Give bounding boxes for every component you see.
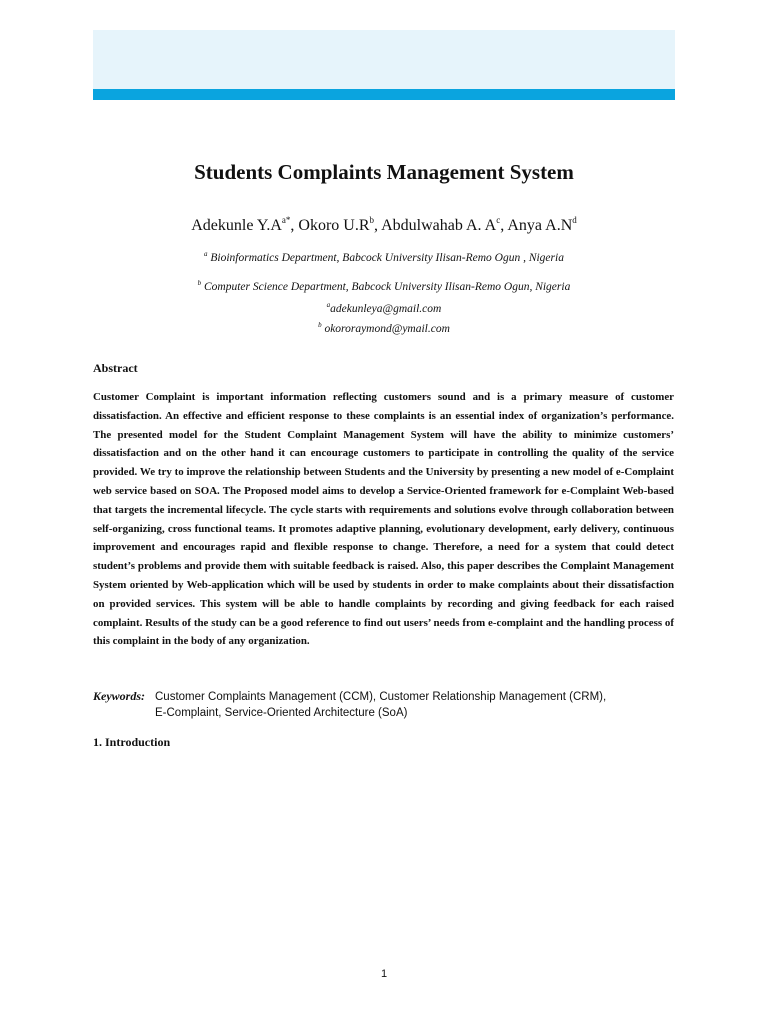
author-mark: d bbox=[572, 215, 577, 225]
abstract-heading: Abstract bbox=[93, 361, 138, 375]
author-list: Adekunle $Y.A^{a*}$, Okoro $U.R^b$, Abdulwahab A. $A^c$, Anya $A.N^d$ bbox=[191, 215, 577, 234]
author-mark: c bbox=[496, 215, 501, 225]
affiliation-text: Bioinformatics Department, Babcock University Ilisan-Remo Ogun , Nigeria bbox=[210, 252, 564, 264]
keywords-line-2: E-Complaint, Service-Oriented Architecture (SoA) bbox=[155, 707, 408, 719]
section-heading-introduction: 1. Introduction bbox=[93, 735, 171, 749]
affiliation-a bbox=[0, 252, 768, 264]
email-a bbox=[0, 303, 768, 315]
email-mark: a bbox=[326, 301, 331, 309]
keywords-line-1: Customer Complaints Management (CCM), Customer Relationship Management (CRM), bbox=[155, 691, 607, 703]
author-mark: a* bbox=[281, 215, 291, 225]
affiliation-mark: b bbox=[197, 279, 202, 287]
author-mark: b bbox=[369, 215, 374, 225]
author-name: Anya A.N bbox=[507, 217, 573, 234]
keywords-block bbox=[93, 688, 693, 721]
affiliation-text: Computer Science Department, Babcock University Ilisan-Remo Ogun, Nigeria bbox=[204, 281, 571, 293]
email-text: okororaymond@ymail.com bbox=[324, 323, 450, 335]
paper-title: Students Complaints Management System bbox=[194, 160, 574, 184]
author-name: Abdulwahab A. A bbox=[381, 217, 497, 234]
page-number: 1 bbox=[380, 968, 388, 980]
affiliation-mark: a bbox=[204, 250, 208, 258]
header-banner bbox=[93, 30, 675, 100]
abstract-body: Customer Complaint is important information reflecting customers sound and is a primary measure of customer dissatisfaction. An effective and efficient response to these complaints is an essential index of organization’s performance. The presented model for the Student Complaint Management System will have the ability to minimize customers’ dissatisfaction and on the other hand it can encourage customers to participate in controlling the quality of the service provided. We try to improve the relationship between Students and the University by presenting a new model of e-Complaint web service based on SOA. The Proposed model aims to develop a Service-Oriented framework for e-Complaint Web-based that targets the incremental lifecycle. The cycle starts with requirements and solutions evolve through collaboration between self-organizing, cross functional teams. It promotes adaptive planning, evolutionary development, early delivery, continuous improvement and encourages rapid and flexible response to change. Therefore, a need for a system that could detect student’s problems and provide them with suitable feedback is raised. Also, this paper describes the Complaint Management System oriented by Web-application which will be used by students in order to make complaints about their dissatisfaction on provided services. This system will be able to handle complaints by recording and giving feedback for each raised complaint. Results of the study can be a good reference to find out users’ needs from e-complaint and the handling process of this complaint in the body of any organization. bbox=[93, 391, 674, 648]
header-banner-stripe bbox=[93, 89, 675, 100]
author-name: Okoro U.R bbox=[298, 217, 370, 234]
email-b bbox=[0, 323, 768, 335]
email-text: adekunleya@gmail.com bbox=[330, 303, 442, 315]
affiliation-b bbox=[0, 281, 768, 293]
author-name: Adekunle Y.A bbox=[191, 217, 282, 234]
email-mark: b bbox=[318, 321, 322, 329]
keywords-label: Keywords: bbox=[93, 689, 145, 703]
